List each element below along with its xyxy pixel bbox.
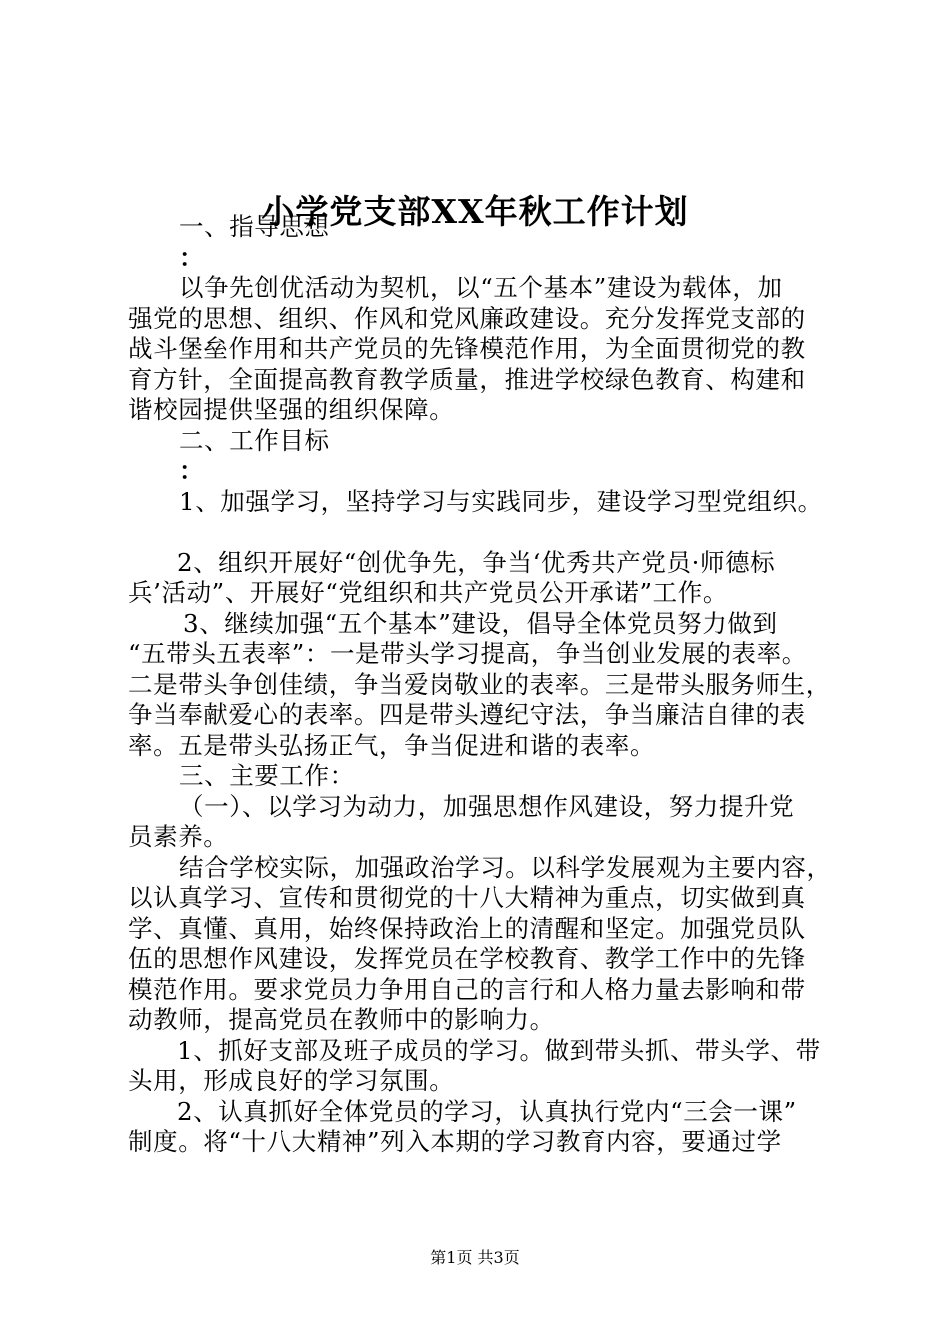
paragraph-line: 战斗堡垒作用和共产党员的先锋模范作用，为全面贯彻党的教	[128, 334, 806, 363]
goal-item-3: 3、继续加强“五个基本”建设，倡导全体党员努力做到	[183, 608, 778, 638]
section-heading-work-goals: 二、工作目标	[179, 425, 330, 455]
paragraph-line: 率。五是带头弘扬正气，争当促进和谐的表率。	[128, 730, 656, 760]
paragraph-line: 兵’活动”、开展好“党组织和共产党员公开承诺”工作。	[128, 578, 728, 607]
paragraph-line: 员素养。	[128, 822, 229, 851]
paragraph-line: 头用，形成良好的学习氛围。	[128, 1066, 455, 1095]
work-item-1: 1、抓好支部及班子成员的学习。做到带头抓、带头学、带	[177, 1035, 821, 1065]
document-body	[128, 212, 838, 1158]
section-heading-guiding-ideology: 一、指导思想	[179, 212, 330, 241]
paragraph-line: 二是带头争创佳绩，争当爱岗敬业的表率。三是带头服务师生，	[128, 669, 831, 699]
paragraph-line: 模范作用。要求党员力争用自己的言行和人格力量去影响和带	[128, 974, 806, 1004]
subsection-heading-1: （一）、以学习为动力，加强思想作风建设，努力提升党	[179, 791, 795, 821]
paragraph-line: 以争先创优活动为契机，以“五个基本”建设为载体，加	[179, 273, 783, 302]
paragraph-line: “五带头五表率”：一是带头学习提高，争当创业发展的表率。	[128, 639, 807, 668]
paragraph-line: 动教师，提高党员在教师中的影响力。	[128, 1005, 555, 1034]
document-title: 小学党支部XX年秋工作计划	[261, 192, 689, 231]
blank-line	[128, 517, 838, 548]
colon-line: ：	[179, 456, 205, 485]
colon-line: ：	[179, 242, 205, 272]
goal-item-2: 2、组织开展好“创优争先，争当‘优秀共产党员·师德标	[177, 547, 776, 577]
paragraph-line: 争当奉献爱心的表率。四是带头遵纪守法，争当廉洁自律的表	[128, 700, 806, 729]
section-heading-main-work: 三、主要工作：	[179, 761, 355, 790]
work-item-2: 2、认真抓好全体党员的学习，认真执行党内“三会一课”	[177, 1096, 797, 1126]
paragraph-line: 育方针，全面提高教育教学质量，推进学校绿色教育、构建和	[128, 364, 806, 394]
paragraph-line: 以认真学习、宣传和贯彻党的十八大精神为重点，切实做到真	[128, 883, 806, 912]
paragraph-line: 学、真懂、真用，始终保持政治上的清醒和坚定。加强党员队	[128, 913, 806, 943]
paragraph-line: 结合学校实际，加强政治学习。以科学发展观为主要内容，	[179, 852, 832, 882]
goal-item-1: 1、加强学习，坚持学习与实践同步，建设学习型党组织。	[179, 486, 823, 516]
paragraph-line: 谐校园提供坚强的组织保障。	[128, 395, 455, 424]
paragraph-line: 强党的思想、组织、作风和党风廉政建设。充分发挥党支部的	[128, 303, 806, 333]
page-footer: 第1页 共3页	[430, 1248, 520, 1267]
paragraph-line: 制度。将“十八大精神”列入本期的学习教育内容，要通过学	[128, 1127, 782, 1156]
paragraph-line: 伍的思想作风建设，发挥党员在学校教育、教学工作中的先锋	[128, 944, 806, 973]
